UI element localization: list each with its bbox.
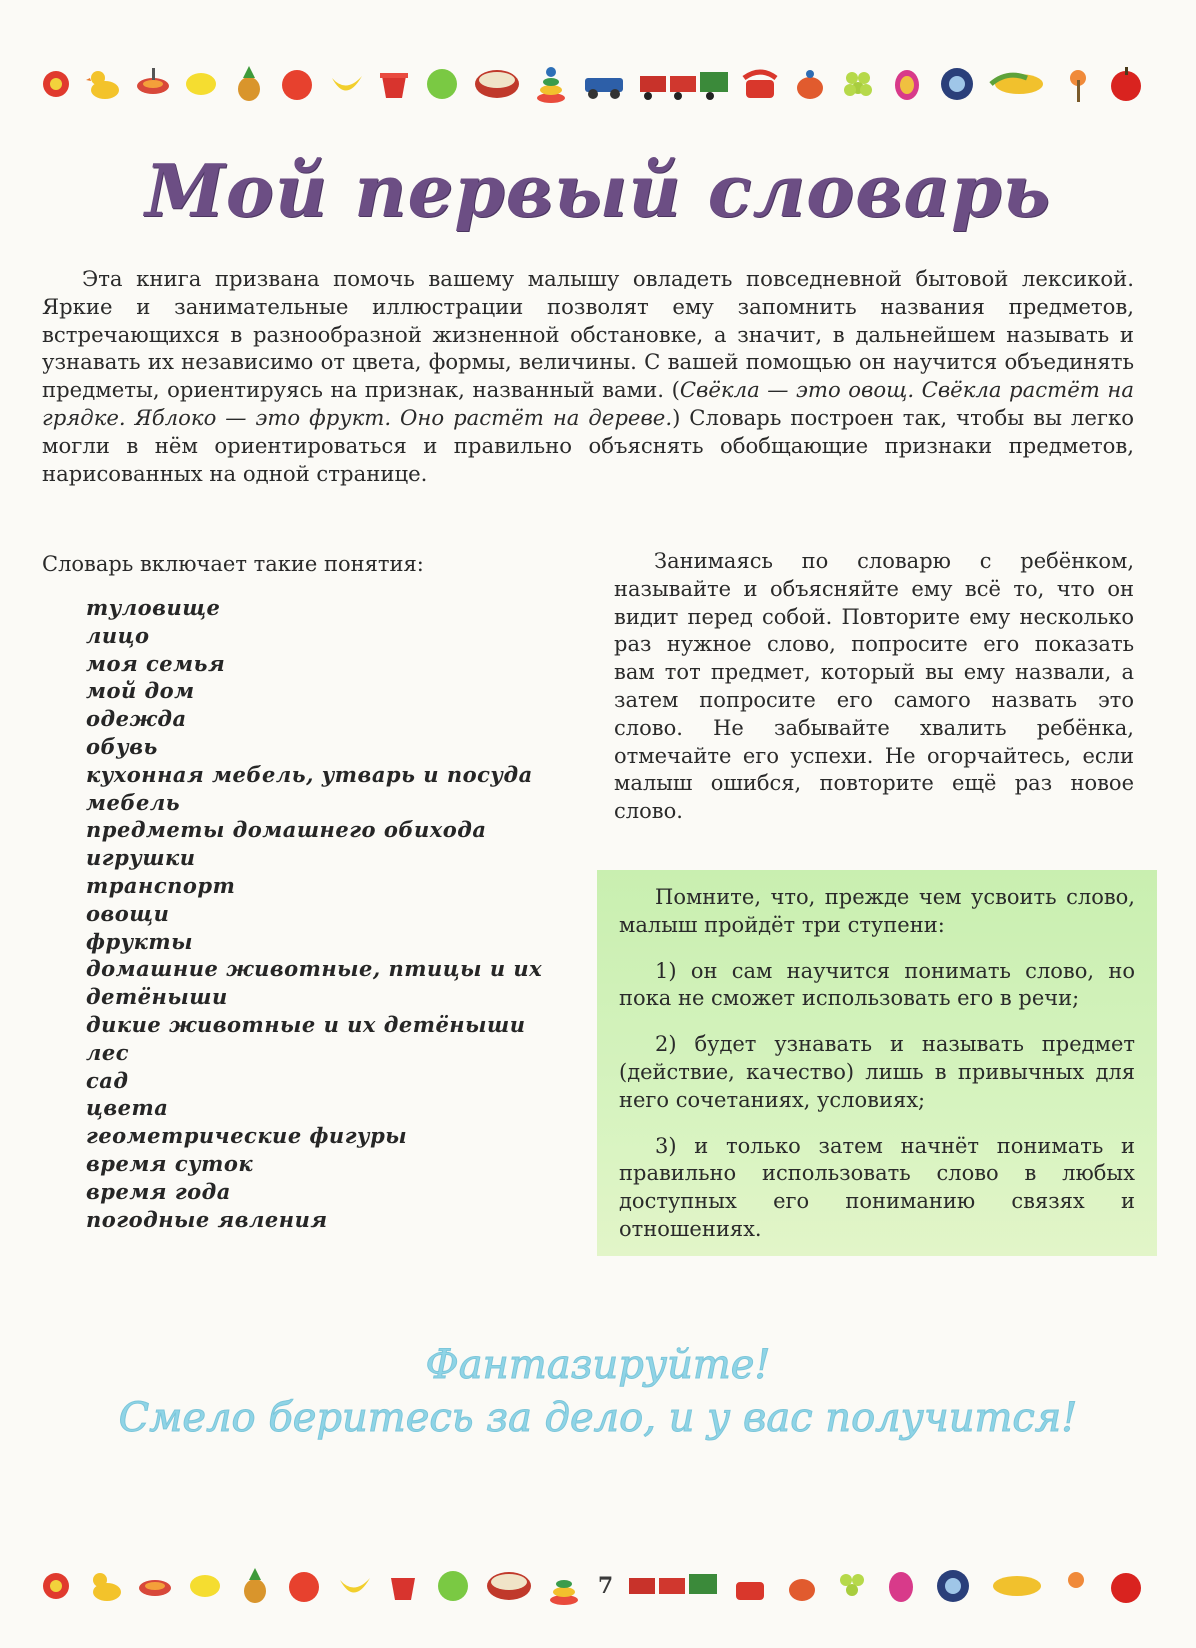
list-item: время суток: [86, 1150, 254, 1176]
drum-icon: [483, 1566, 535, 1606]
list-item: домашние животные, птицы и их детёныши: [86, 956, 543, 1010]
pineapple-icon: [229, 64, 269, 104]
list-item: мой дом: [86, 678, 195, 704]
list-item: лицо: [86, 622, 150, 648]
stage-1: 1) он сам научится понимать слово, но пока не сможет использовать его в речи;: [619, 958, 1135, 1011]
pyramid-toy-icon: [544, 1564, 584, 1608]
teapot-icon: [790, 64, 830, 104]
rattle-icon: [36, 64, 76, 104]
lemon-icon: [181, 64, 221, 104]
corn-icon: [987, 64, 1049, 104]
spinning-top-icon: [135, 1566, 175, 1606]
list-item: сад: [86, 1067, 129, 1093]
apple-icon: [1106, 1566, 1146, 1606]
list-item: моя семья: [86, 650, 226, 676]
stages-box: [597, 870, 1157, 1256]
list-item: игрушки: [86, 845, 196, 871]
list-item: кухонная мебель, утварь и посуда: [86, 761, 533, 787]
train-icon: [638, 64, 730, 104]
bucket-icon: [383, 1566, 423, 1606]
list-item: предметы домашнего обихода: [86, 817, 487, 843]
intro-text-part2: ) Словарь построен так, чтобы вы легко могли в нём ориентироваться и правильно объяснять обобщающие признаки предметов, нарисованных на одной странице.: [42, 404, 1135, 486]
list-item: транспорт: [86, 872, 236, 898]
helmet-icon: [931, 1566, 975, 1606]
pinwheel-icon: [1058, 64, 1098, 104]
advice-paragraph: Занимаясь по словарю с ребёнком, называйте и объясняйте ему всё то, что он видит перед собой. Повторите ему несколько раз нужное слово, попросите его показать вам тот предмет, который вы ему назвали, а затем попросите его самого назвать это слово. Не забывайте хвалить ребёнка, отмечайте его успехи. Не огорчайтесь, если малыш ошибся, повторите ещё раз новое слово.: [614, 549, 1134, 824]
grapes-icon: [838, 64, 878, 104]
list-item: обувь: [86, 733, 158, 759]
banana-icon: [334, 1566, 374, 1606]
list-item: геометрические фигуры: [86, 1123, 408, 1149]
apple-icon: [1106, 64, 1146, 104]
top-decorative-border: [36, 54, 1146, 114]
rattle-icon: [36, 1566, 76, 1606]
egg-icon: [887, 64, 927, 104]
list-item: туловище: [86, 595, 221, 620]
list-item: одежда: [86, 706, 187, 732]
tomato-icon: [277, 64, 317, 104]
list-item: время года: [86, 1178, 231, 1204]
lemon-icon: [185, 1566, 225, 1606]
grapes-icon: [832, 1566, 872, 1606]
concepts-section: [42, 552, 562, 1233]
telephone-icon: [738, 64, 782, 104]
duck-toy-icon: [84, 64, 124, 104]
list-item: фрукты: [86, 928, 193, 954]
page-number: 7: [597, 1573, 614, 1599]
pinwheel-icon: [1056, 1566, 1096, 1606]
train-icon: [627, 1566, 719, 1606]
concepts-lead: Словарь включает такие понятия:: [42, 552, 424, 576]
list-item: овощи: [86, 900, 170, 926]
ball-icon: [433, 1566, 473, 1606]
pyramid-toy-icon: [531, 62, 571, 106]
page-title: Мой первый словарь: [145, 148, 1051, 233]
list-item: дикие животные и их детёныши: [86, 1011, 526, 1037]
intro-paragraph: [42, 265, 1134, 487]
drum-icon: [471, 64, 523, 104]
corn-icon: [985, 1566, 1047, 1606]
concepts-list: [42, 594, 562, 1233]
intro-text-part1: Эта книга призвана помочь вашему малышу овладеть повседневной бытовой лексикой. Яркие и занимательные иллюстрации позволят ему запомнить названия предметов, встречающихся в разнообразной жизненной обстановке, а значит, в дальнейшем называть и узнавать их независимо от цвета, формы, величины. С вашей помощью он научится объединять предметы, ориентируясь на признак, названный вами. (: [42, 266, 1134, 403]
list-item: погодные явления: [86, 1206, 328, 1232]
list-item: лес: [86, 1039, 130, 1065]
egg-icon: [881, 1566, 921, 1606]
ball-icon: [422, 64, 462, 104]
pineapple-icon: [235, 1566, 275, 1606]
stage-2: 2) будет узнавать и называть предмет (действие, качество) лишь в привычных для него сочетаниях, условиях;: [619, 1032, 1135, 1112]
slogan-line-2: Смело беритесь за дело, и у вас получится!: [118, 1395, 1078, 1441]
helmet-icon: [935, 64, 979, 104]
bucket-icon: [374, 64, 414, 104]
intro-example: Свёкла — это овощ. Свёкла растёт на грядке. Яблоко — это фрукт. Оно растёт на дереве.: [42, 377, 1134, 430]
teapot-icon: [782, 1566, 822, 1606]
toy-car-icon: [579, 64, 629, 104]
duck-toy-icon: [86, 1566, 126, 1606]
list-item: цвета: [86, 1095, 169, 1121]
bottom-decorative-border: [36, 1556, 1146, 1616]
stages-intro: Помните, что, прежде чем усвоить слово, малыш пройдёт три ступени:: [619, 885, 1135, 937]
spinning-top-icon: [133, 64, 173, 104]
banana-icon: [326, 64, 366, 104]
list-item: мебель: [86, 789, 181, 815]
stage-3: 3) и только затем начнёт понимать и правильно использовать слово в любых доступных его пониманию связях и отношениях.: [619, 1133, 1135, 1241]
slogan-line-1: Фантазируйте!: [425, 1342, 771, 1388]
telephone-icon: [728, 1566, 772, 1606]
tomato-icon: [284, 1566, 324, 1606]
